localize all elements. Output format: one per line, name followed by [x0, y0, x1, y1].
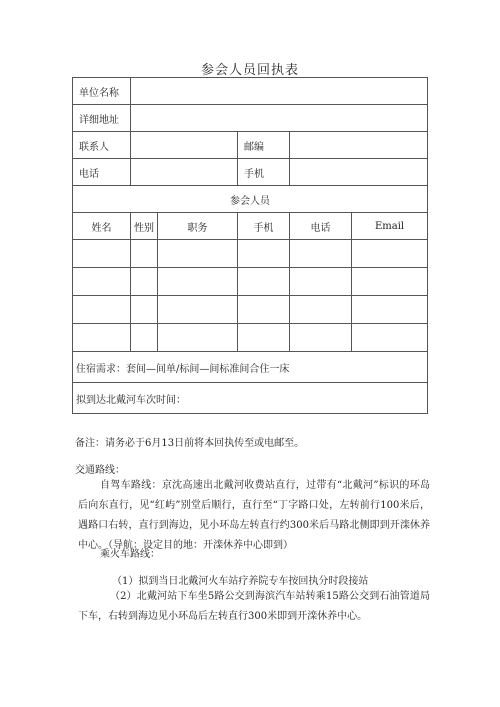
attendee-cell[interactable] [238, 268, 290, 296]
address-field[interactable] [131, 105, 428, 132]
attendee-cell[interactable] [352, 268, 428, 296]
attendee-cell[interactable] [352, 324, 428, 352]
note: 备注：请务必于6月13日前将本回执传至或电邮至。 [75, 438, 305, 449]
mobile-field[interactable] [290, 159, 428, 186]
col-email: Email [352, 213, 428, 240]
attendee-cell[interactable] [238, 240, 290, 268]
unit-name-label: 单位名称 [73, 78, 131, 105]
mobile-label: 手机 [238, 159, 290, 186]
attendee-cell[interactable] [238, 324, 290, 352]
drive-route: 自驾车路线：京沈高速出北戴河收费站直行，过带有“北戴河”标识的环岛后向东直行，见“红屿”别堂后顺行，直行至“丁字路口处，左转前行100米后，遇路口右转，直行到海边，见小环岛左转直行约300米后马路北侧即到开滦休养中心。（导航：设定目的地：开滦休养中心即到） [78, 480, 430, 551]
attendee-cell[interactable] [73, 240, 131, 268]
attendee-cell[interactable] [352, 296, 428, 324]
attendee-cell[interactable] [238, 296, 290, 324]
col-position: 职务 [158, 213, 238, 240]
postcode-label: 邮编 [238, 132, 290, 159]
attendee-cell[interactable] [73, 324, 131, 352]
attendee-row [73, 324, 428, 352]
attendees-header: 参会人员 [73, 186, 428, 213]
train-route-1: （1）拟到当日北戴河火车站疗养院专车按回执分时段接站 [112, 576, 369, 587]
attendee-cell[interactable] [158, 324, 238, 352]
attendee-cell[interactable] [352, 240, 428, 268]
attendee-cell[interactable] [73, 296, 131, 324]
attendee-cell[interactable] [290, 296, 352, 324]
postcode-field[interactable] [290, 132, 428, 159]
attendee-cell[interactable] [158, 268, 238, 296]
train-heading: 乘火车路线： [100, 549, 160, 560]
unit-name-field[interactable] [131, 78, 428, 105]
registration-form [72, 77, 428, 414]
col-mobile: 手机 [238, 213, 290, 240]
accommodation-row[interactable]: 住宿需求：套间—间单/标间—间标准间合住一床 [73, 352, 428, 383]
arrival-row[interactable]: 拟到达北戴河车次时间： [73, 383, 428, 414]
attendee-cell[interactable] [158, 240, 238, 268]
col-phone: 电话 [290, 213, 352, 240]
attendee-cell[interactable] [158, 296, 238, 324]
train-route-2: （2）北戴河站下车坐5路公交到海滨汽车站转乘15路公交到石油管道局下车，右转到海边见小环岛后左转直行300米即到开滦休养中心。 [78, 591, 430, 622]
contact-label: 联系人 [73, 132, 131, 159]
traffic-heading: 交通路线： [75, 465, 125, 476]
attendee-cell[interactable] [131, 240, 158, 268]
attendee-row [73, 240, 428, 268]
attendee-cell[interactable] [131, 324, 158, 352]
attendee-cell[interactable] [131, 268, 158, 296]
col-name: 姓名 [73, 213, 131, 240]
attendee-cell[interactable] [73, 268, 131, 296]
form-title: 参会人员回执表 [200, 63, 299, 78]
phone-field[interactable] [131, 159, 238, 186]
attendee-row [73, 296, 428, 324]
attendee-row [73, 268, 428, 296]
col-gender: 性别 [131, 213, 158, 240]
attendee-cell[interactable] [290, 240, 352, 268]
attendee-cell[interactable] [290, 268, 352, 296]
attendee-cell[interactable] [290, 324, 352, 352]
contact-field[interactable] [131, 132, 238, 159]
address-label: 详细地址 [73, 105, 131, 132]
attendee-cell[interactable] [131, 296, 158, 324]
phone-label: 电话 [73, 159, 131, 186]
